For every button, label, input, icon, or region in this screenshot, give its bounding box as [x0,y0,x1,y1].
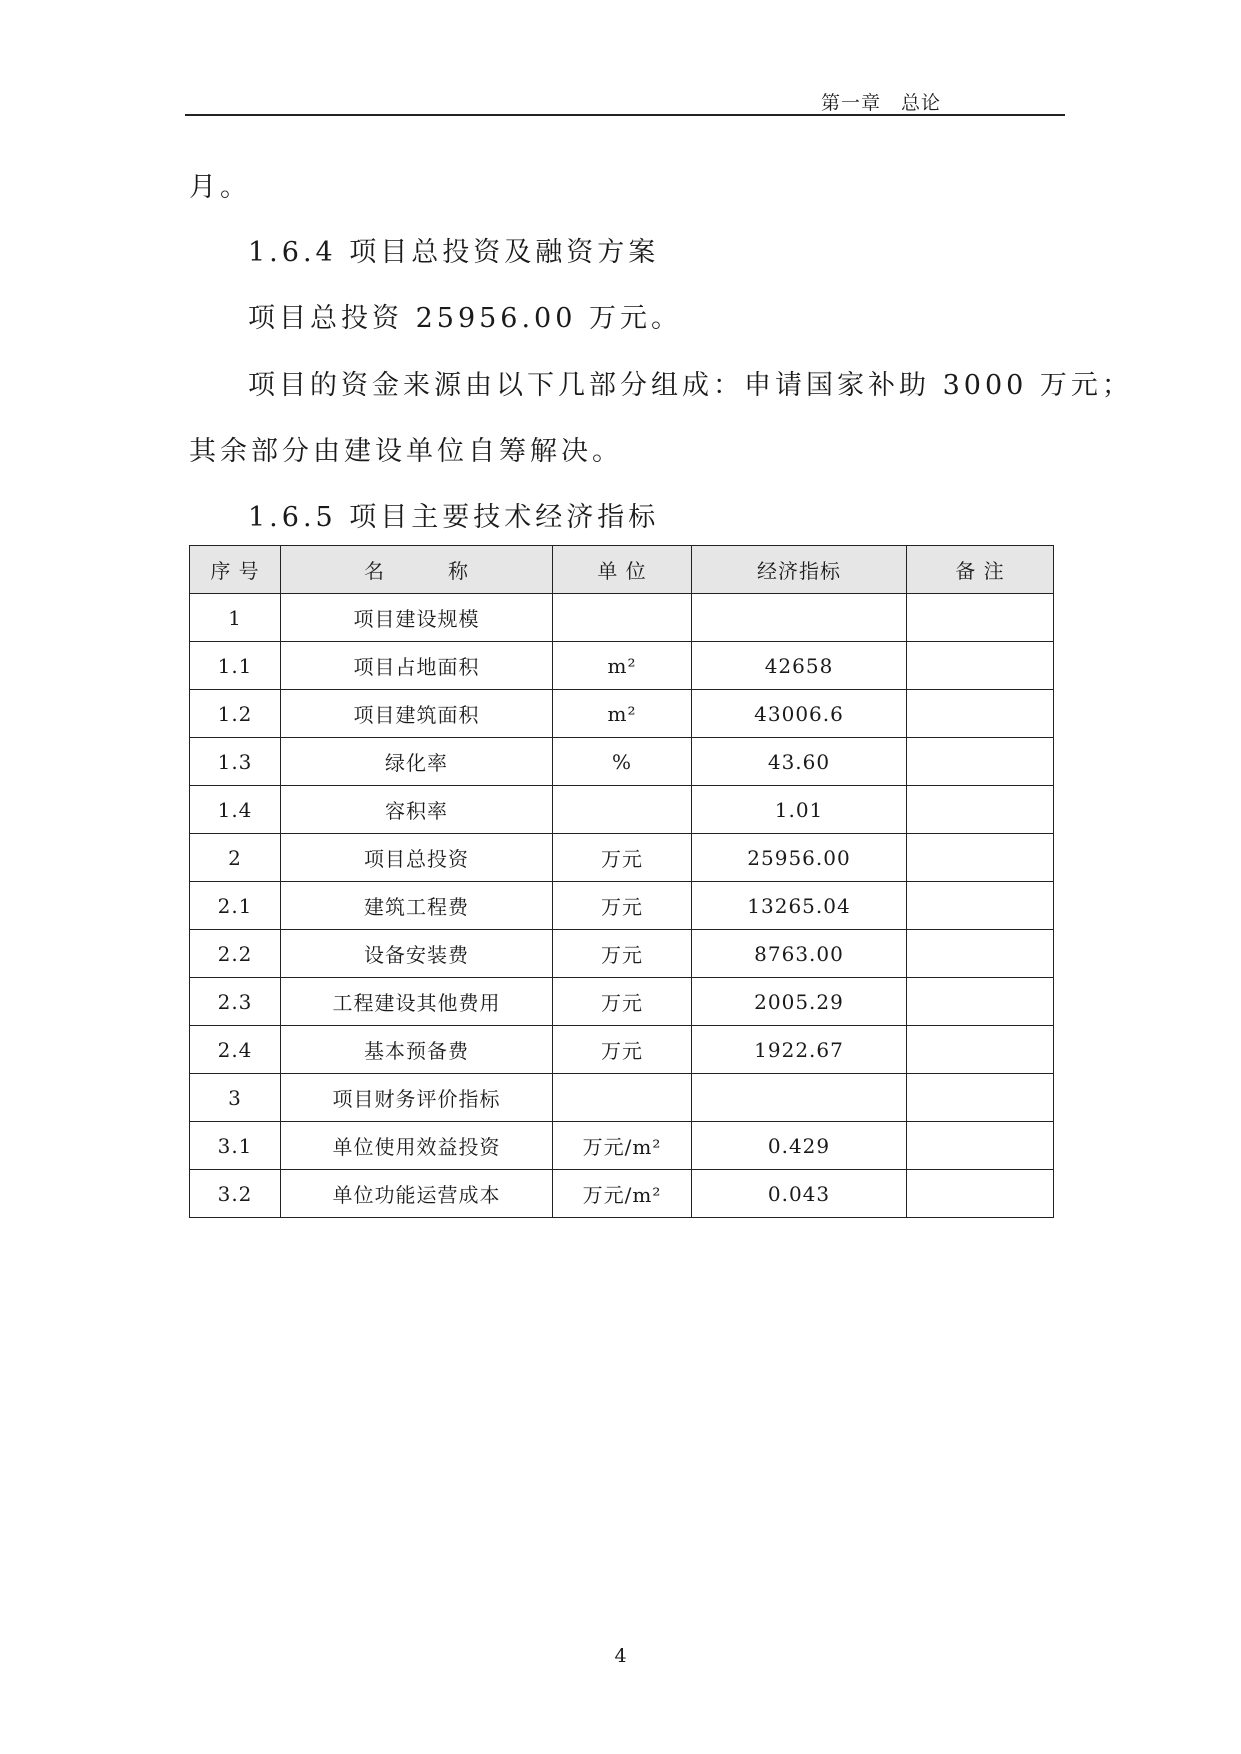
table-row [190,1026,1054,1074]
value-cell: 0.043 [692,1170,907,1218]
header-rule [185,114,1065,116]
unit-cell: 万元 [553,978,692,1026]
value-cell: 43006.6 [692,690,907,738]
table-header-row [190,546,1054,594]
row-number-cell: 3.1 [190,1122,281,1170]
table-row [190,738,1054,786]
remark-cell [907,1074,1054,1122]
unit-cell: 万元 [553,930,692,978]
table-row [190,786,1054,834]
table-row [190,594,1054,642]
page-number: 4 [614,1645,627,1667]
unit-cell [553,786,692,834]
row-number-cell: 2 [190,834,281,882]
funding-text-line2: 其余部分由建设单位自筹解决。 [189,436,623,467]
remark-cell [907,930,1054,978]
remark-cell [907,1170,1054,1218]
value-cell [692,594,907,642]
unit-cell [553,594,692,642]
unit-cell: % [553,738,692,786]
column-header: 经济指标 [692,546,907,594]
row-number-cell: 3.2 [190,1170,281,1218]
column-header: 备 注 [907,546,1054,594]
value-cell: 42658 [692,642,907,690]
section-heading-1-6-4: 1.6.4 项目总投资及融资方案 [248,237,660,268]
remark-cell [907,690,1054,738]
total-investment-text: 项目总投资 25956.00 万元。 [248,303,682,334]
value-cell: 1922.67 [692,1026,907,1074]
table-row [190,930,1054,978]
column-header: 序 号 [190,546,281,594]
unit-cell [553,1074,692,1122]
value-cell: 43.60 [692,738,907,786]
table-row [190,882,1054,930]
remark-cell [907,594,1054,642]
item-name-cell: 基本预备费 [281,1026,553,1074]
unit-cell: 万元/m² [553,1170,692,1218]
table-row [190,642,1054,690]
row-number-cell: 2.2 [190,930,281,978]
unit-cell: 万元 [553,834,692,882]
unit-cell: 万元 [553,882,692,930]
row-number-cell: 1.1 [190,642,281,690]
unit-cell: m² [553,690,692,738]
row-number-cell: 3 [190,1074,281,1122]
section-heading-1-6-5: 1.6.5 项目主要技术经济指标 [248,502,660,533]
remark-cell [907,834,1054,882]
text-continuation: 月。 [189,172,251,203]
item-name-cell: 容积率 [281,786,553,834]
row-number-cell: 2.1 [190,882,281,930]
value-cell: 8763.00 [692,930,907,978]
remark-cell [907,978,1054,1026]
item-name-cell: 工程建设其他费用 [281,978,553,1026]
remark-cell [907,786,1054,834]
item-name-cell: 项目建设规模 [281,594,553,642]
table-row [190,834,1054,882]
value-cell: 25956.00 [692,834,907,882]
value-cell: 2005.29 [692,978,907,1026]
item-name-cell: 设备安装费 [281,930,553,978]
row-number-cell: 2.3 [190,978,281,1026]
table-row [190,1122,1054,1170]
remark-cell [907,1026,1054,1074]
table-body [190,594,1054,1218]
item-name-cell: 绿化率 [281,738,553,786]
value-cell [692,1074,907,1122]
row-number-cell: 1.2 [190,690,281,738]
unit-cell: 万元/m² [553,1122,692,1170]
remark-cell [907,882,1054,930]
unit-cell: 万元 [553,1026,692,1074]
item-name-cell: 项目财务评价指标 [281,1074,553,1122]
table-row [190,1170,1054,1218]
item-name-cell: 项目建筑面积 [281,690,553,738]
remark-cell [907,738,1054,786]
remark-cell [907,1122,1054,1170]
row-number-cell: 1.4 [190,786,281,834]
item-name-cell: 项目总投资 [281,834,553,882]
item-name-cell: 建筑工程费 [281,882,553,930]
row-number-cell: 1 [190,594,281,642]
funding-text-line1: 项目的资金来源由以下几部分组成：申请国家补助 3000 万元； [248,370,1133,401]
remark-cell [907,642,1054,690]
row-number-cell: 1.3 [190,738,281,786]
economic-indicators-table [189,545,1054,1218]
table-row [190,978,1054,1026]
unit-cell: m² [553,642,692,690]
table-row [190,1074,1054,1122]
column-header: 单 位 [553,546,692,594]
table-row [190,690,1054,738]
column-header: 名 称 [281,546,553,594]
value-cell: 1.01 [692,786,907,834]
item-name-cell: 单位功能运营成本 [281,1170,553,1218]
running-header: 第一章 总论 [820,92,941,114]
item-name-cell: 单位使用效益投资 [281,1122,553,1170]
row-number-cell: 2.4 [190,1026,281,1074]
item-name-cell: 项目占地面积 [281,642,553,690]
value-cell: 0.429 [692,1122,907,1170]
value-cell: 13265.04 [692,882,907,930]
